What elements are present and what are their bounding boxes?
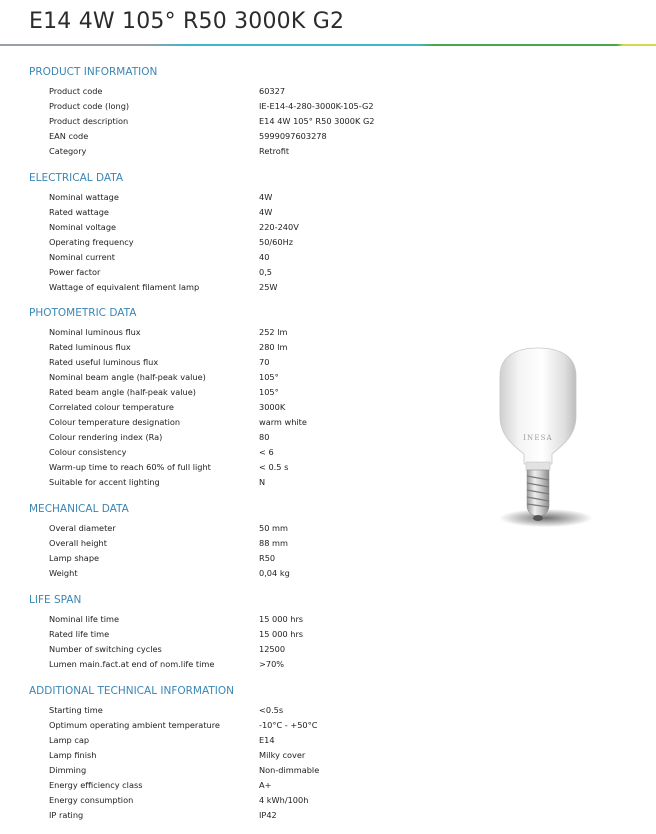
spec-value: 70 [259,357,270,367]
spec-value: 0,04 kg [259,568,290,578]
spec-label: Nominal life time [49,614,120,624]
spec-row [0,538,656,553]
spec-value: < 6 [259,447,274,457]
spec-label: Rated wattage [49,207,109,217]
spec-row [0,237,656,252]
spec-value: Retrofit [259,146,290,156]
spec-label: Energy efficiency class [49,780,143,790]
spec-value: >70% [259,659,285,669]
section-title: LIFE SPAN [29,594,82,606]
spec-value: 60327 [259,86,286,96]
spec-label: Product code [49,86,103,96]
spec-label: EAN code [49,131,89,141]
spec-row [0,644,656,659]
spec-row [0,780,656,795]
spec-label: Colour consistency [49,447,127,457]
spec-label: Product description [49,116,129,126]
spec-label: Lamp shape [49,553,100,563]
spec-value: 4 kWh/100h [259,795,309,805]
spec-row [0,131,656,146]
spec-value: 88 mm [259,538,288,548]
spec-label: Overall height [49,538,107,548]
spec-label: Power factor [49,267,101,277]
spec-value: 12500 [259,644,286,654]
spec-row [0,207,656,222]
spec-label: Nominal wattage [49,192,119,202]
spec-row [0,282,656,297]
spec-value: 280 lm [259,342,288,352]
page-title: E14 4W 105° R50 3000K G2 [29,9,345,34]
spec-row [0,267,656,282]
spec-value: 105° [259,372,279,382]
spec-value: Milky cover [259,750,306,760]
spec-label: Starting time [49,705,103,715]
spec-row [0,116,656,131]
spec-label: Correlated colour temperature [49,402,174,412]
spec-value: 15 000 hrs [259,629,304,639]
spec-row [0,222,656,237]
spec-value: 252 lm [259,327,288,337]
section-title: MECHANICAL DATA [29,503,129,515]
spec-value: Non-dimmable [259,765,320,775]
spec-value: 0,5 [259,267,273,277]
spec-row [0,629,656,644]
spec-value: 50/60Hz [259,237,294,247]
spec-label: Warm-up time to reach 60% of full light [49,462,211,472]
spec-label: Lamp finish [49,750,97,760]
spec-label: Category [49,146,87,156]
spec-label: Energy consumption [49,795,134,805]
spec-row [0,720,656,735]
spec-row [0,735,656,750]
spec-label: Nominal current [49,252,116,262]
spec-label: Operating frequency [49,237,134,247]
spec-label: Dimming [49,765,87,775]
spec-row [0,101,656,116]
spec-row [0,568,656,583]
spec-row [0,705,656,720]
spec-value: IP42 [259,810,277,820]
brand-mark: INESA [523,434,553,442]
section-title: ADDITIONAL TECHNICAL INFORMATION [29,685,234,697]
spec-value: E14 [259,735,275,745]
spec-row [0,750,656,765]
title-divider [0,44,656,46]
spec-row [0,795,656,810]
spec-label: Number of switching cycles [49,644,162,654]
spec-label: Weight [49,568,78,578]
section-title: ELECTRICAL DATA [29,172,124,184]
spec-value: -10°C - +50°C [259,720,318,730]
spec-value: warm white [259,417,307,427]
spec-label: Rated life time [49,629,110,639]
spec-row [0,327,656,342]
spec-label: Colour temperature designation [49,417,181,427]
spec-label: Nominal voltage [49,222,117,232]
spec-value: N [259,477,266,487]
spec-value: R50 [259,553,276,563]
spec-label: Nominal beam angle (half-peak value) [49,372,206,382]
spec-value: 15 000 hrs [259,614,304,624]
spec-value: 4W [259,192,273,202]
spec-value: 5999097603278 [259,131,327,141]
spec-label: Rated useful luminous flux [49,357,159,367]
spec-value: A+ [259,780,272,790]
led-bulb-image [496,346,580,530]
spec-value: 3000K [259,402,286,412]
spec-row [0,252,656,267]
spec-row [0,810,656,825]
spec-label: Colour rendering index (Ra) [49,432,163,442]
spec-label: Wattage of equivalent filament lamp [49,282,200,292]
spec-value: 105° [259,387,279,397]
spec-row [0,192,656,207]
section-title: PRODUCT INFORMATION [29,66,158,78]
spec-value: IE-E14-4-280-3000K-105-G2 [259,101,374,111]
spec-label: Lamp cap [49,735,90,745]
spec-label: Suitable for accent lighting [49,477,160,487]
spec-value: 25W [259,282,278,292]
spec-label: Optimum operating ambient temperature [49,720,220,730]
spec-label: Overal diameter [49,523,116,533]
spec-value: 220-240V [259,222,299,232]
spec-label: Rated beam angle (half-peak value) [49,387,196,397]
spec-label: Lumen main.fact.at end of nom.life time [49,659,215,669]
spec-label: Rated luminous flux [49,342,131,352]
spec-value: 4W [259,207,273,217]
spec-value: 40 [259,252,270,262]
spec-label: IP rating [49,810,84,820]
spec-row [0,86,656,101]
spec-label: Product code (long) [49,101,130,111]
spec-label: Nominal luminous flux [49,327,141,337]
spec-row [0,614,656,629]
spec-value: < 0.5 s [259,462,289,472]
spec-row [0,146,656,161]
spec-value: E14 4W 105° R50 3000K G2 [259,116,375,126]
spec-row [0,659,656,674]
spec-row [0,765,656,780]
spec-value: 80 [259,432,270,442]
spec-row [0,553,656,568]
spec-value: <0.5s [259,705,284,715]
spec-value: 50 mm [259,523,288,533]
section-title: PHOTOMETRIC DATA [29,307,137,319]
